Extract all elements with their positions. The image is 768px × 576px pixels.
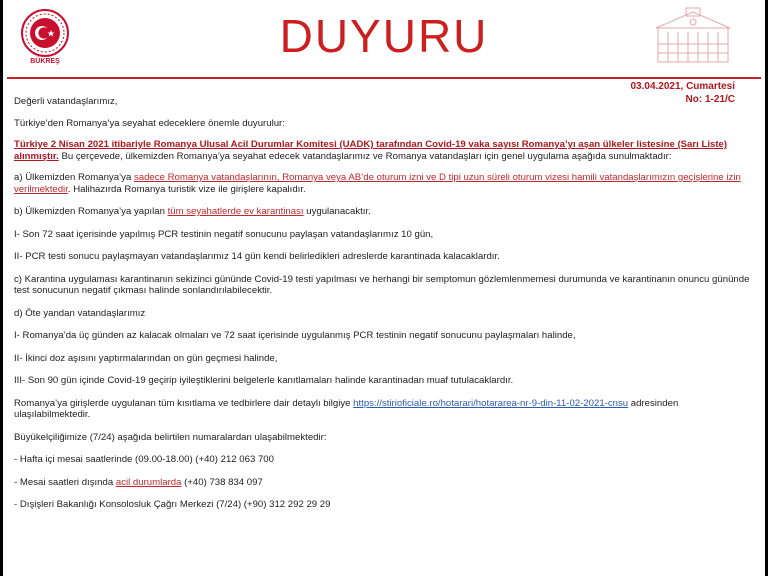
contact-phone-emergency	[14, 477, 756, 489]
quarantine-item-2: II- PCR testi sonucu paylaşmayan vatandaşlarımız 14 gün kendi belirledikleri adreslerde karantinada kalacaklardır.	[14, 251, 500, 262]
header-divider	[7, 77, 761, 79]
exemption-item-1: I- Romanya’da üç günden az kalacak olmaları ve 72 saat içerisinde uygulanmış PCR testinin negatif sonucunu paylaşmaları halinde,	[14, 330, 576, 341]
paragraph-b-suffix: uygulanacaktır.	[303, 206, 371, 217]
paragraph-b-highlight: tüm seyahatlerde ev karantinası	[167, 206, 304, 217]
seal-caption: BÜKREŞ	[30, 58, 60, 65]
header	[3, 0, 765, 78]
regulation-link[interactable]: https://stirioficiale.ro/hotarari/hotararea-nr-9-din-11-02-2021-cnsu	[353, 397, 629, 409]
emergency-prefix: - Mesai saatleri dışında	[14, 476, 116, 488]
intro-paragraph: Türkiye’den Romanya’ya seyahat edeceklere önemle duyurulur:	[14, 117, 285, 129]
date-line: 03.04.2021, Cumartesi	[630, 81, 735, 92]
announcement-page	[3, 0, 765, 576]
paragraph-list-status	[14, 139, 756, 162]
paragraph-c: c) Karantina uygulaması karantinanın sekizinci gününde Covid-19 testi yapılması ve herhangi bir semptomun gözlemlenmemesi durumunda ve karantinanın onuncu gününde test sonucunun negatif çıkması halinde sonlandırılabilecektir.	[14, 273, 750, 296]
contact-phone-call-center: - Dışişleri Bakanlığı Konsolosluk Çağrı Merkezi (7/24) (+90) 312 292 29 29	[14, 499, 331, 510]
emergency-highlight: acil durumlarda	[115, 476, 182, 488]
contact-phone-weekday: - Hafta içi mesai saatlerinde (09.00-18.00) (+40) 212 063 700	[14, 454, 274, 465]
paragraph-b-prefix: b) Ülkemizden Romanya’ya yapılan	[14, 206, 168, 217]
number-line: No: 1-21/C	[685, 94, 735, 105]
exemption-item-2: II- İkinci doz aşısını yaptırmalarından on gün geçmesi halinde,	[14, 352, 278, 364]
page-title: DUYURU	[279, 10, 489, 62]
restrictions-suffix: adresinden ulaşılabilmektedir.	[14, 397, 679, 420]
paragraph-a-suffix: . Halihazırda Romanya turistik vize ile girişlere kapalıdır.	[67, 183, 306, 195]
emergency-number: (+40) 738 834 097	[181, 476, 263, 488]
restrictions-prefix: Romanya’ya girişlerde uygulanan tüm kısıtlama ve tedbirlere dair detaylı bilgiye	[14, 397, 354, 409]
restrictions-paragraph	[14, 398, 756, 421]
quarantine-item-1: I- Son 72 saat içerisinde yapılmış PCR testinin negatif sonucunu paylaşan vatandaşlarımız 10 gün,	[14, 228, 434, 240]
paragraph-a	[14, 172, 756, 195]
paragraph-a-highlight: sadece Romanya vatandaşlarının, Romanya veya AB’de oturum izni ve D tipi uzun süreli oturum vizesi hamili vatandaşlarımızın geçişlerine izin verilmektedir	[14, 172, 741, 195]
paragraph-a-prefix: a) Ülkemizden Romanya’ya	[14, 172, 134, 183]
exemption-item-3: III- Son 90 gün içinde Covid-19 geçirip iyileştiklerini belgelerle kanıtlamaları halinde karantinadan muaf tutulacaklardır.	[14, 375, 514, 386]
paragraph-d: d) Öte yandan vatandaşlarımız	[14, 307, 146, 319]
greeting: Değerli vatandaşlarımız,	[14, 96, 118, 107]
embassy-building-watermark-icon	[653, 6, 733, 64]
list-status-highlight: Türkiye 2 Nisan 2021 itibariyle Romanya Ulusal Acil Durumlar Komitesi (UADK) tarafından Covid-19 vaka sayısı Romanya’yı aşan ülkeler listesine (Sarı Liste) alınmıştır.	[14, 139, 728, 162]
paragraph-b	[14, 206, 756, 218]
list-status-text: Bu çerçevede, ülkemizden Romanya’ya seyahat edecek vatandaşlarımız ve Romanya vatandaşları için genel uygulama aşağıda sunulmaktadır:	[58, 150, 672, 162]
announcement-body	[14, 96, 756, 511]
contact-intro: Büyükelçiliğimize (7/24) aşağıda belirtilen numaralardan ulaşabilmektedir:	[14, 431, 327, 443]
